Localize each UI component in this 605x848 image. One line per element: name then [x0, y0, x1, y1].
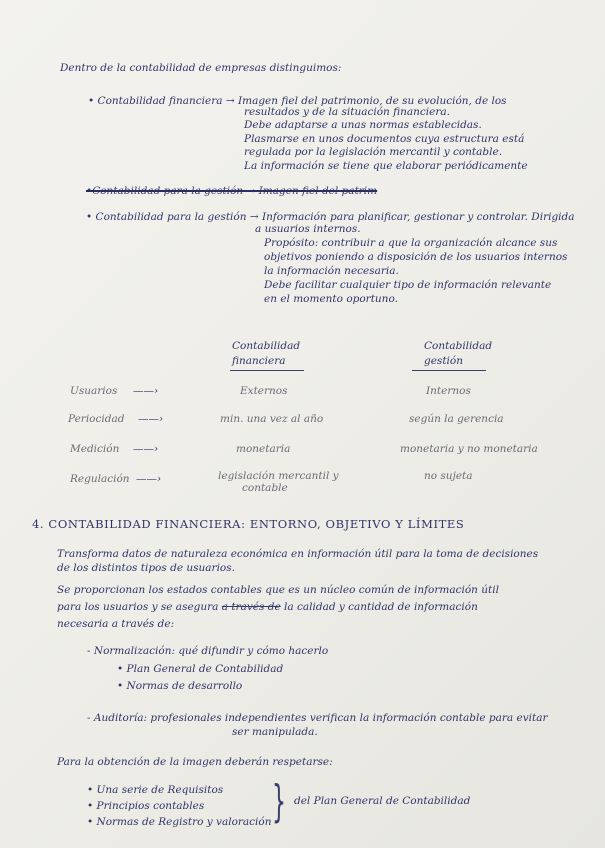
pgc-item: • Plan General de Contabilidad: [117, 663, 284, 675]
section-4-p1-line-1: Transforma datos de naturaleza económica en información útil para la toma de decisiones: [57, 548, 539, 560]
brace-text: del Plan General de Contabilidad: [294, 795, 471, 807]
row-arrow-usuarios: ——›: [133, 385, 159, 397]
list-requisitos: • Una serie de Requisitos: [87, 784, 224, 796]
gestion-line-6: Debe facilitar cualquier tipo de información relevante: [264, 279, 552, 291]
row-financiera-periocidad: min. una vez al año: [220, 413, 324, 425]
section-4-p2-line-2-a: para los usuarios y se asegura: [57, 601, 219, 613]
financiera-line-5: regulada por la legislación mercantil y contable.: [244, 146, 503, 158]
col-gestion-title-2: gestión: [424, 355, 463, 367]
financiera-line-2: resultados y de la situación financiera.: [244, 106, 450, 118]
imagen-line: Para la obtención de la imagen deberán respetarse:: [57, 756, 333, 768]
auditoria-line-1: - Auditoría: profesionales independientes verifican la información contable para evitar: [87, 712, 548, 724]
gestion-line-7: en el momento oportuno.: [264, 293, 398, 305]
row-label-medicion: Medición: [70, 443, 120, 455]
section-4-heading: 4. CONTABILIDAD FINANCIERA: ENTORNO, OBJETIVO Y LÍMITES: [32, 517, 465, 531]
col-financiera-title-2: financiera: [232, 355, 286, 367]
gestion-line-1: • Contabilidad para la gestión → Información para planificar, gestionar y controlar. Dirigida: [86, 211, 575, 223]
gestion-line-2: a usuarios internos.: [255, 223, 361, 235]
row-gestion-medicion: monetaria y no monetaria: [400, 443, 538, 455]
row-financiera-regulacion: legislación mercantil y: [218, 470, 339, 482]
row-gestion-periocidad: según la gerencia: [409, 413, 504, 425]
row-gestion-usuarios: Internos: [426, 385, 471, 397]
section-4-p2-line-2: [57, 601, 478, 614]
section-4-p1-line-2: de los distintos tipos de usuarios.: [57, 562, 235, 574]
col-financiera-underline: [230, 370, 304, 371]
row-label-regulacion: Regulación: [70, 473, 130, 485]
section-4-p2-struck: a través de: [221, 601, 281, 613]
financiera-line-6: La información se tiene que elaborar periódicamente: [244, 160, 528, 172]
crossed-out-line: •Contabilidad para la gestión → Imagen fiel del patrim: [86, 185, 378, 197]
financiera-line-4: Plasmarse en unos documentos cuya estructura está: [244, 133, 525, 145]
gestion-line-5: la información necesaria.: [264, 265, 399, 277]
col-gestion-underline: [412, 370, 486, 371]
col-gestion-title-1: Contabilidad: [424, 340, 493, 352]
gestion-line-3: Propósito: contribuir a que la organización alcance sus: [264, 237, 558, 249]
brace-symbol: }: [272, 776, 286, 827]
row-financiera-medicion: monetaria: [236, 443, 291, 455]
list-principios: • Principios contables: [87, 800, 205, 812]
section-4-p2-line-2-b: la calidad y cantidad de información: [284, 601, 478, 613]
col-financiera-title-1: Contabilidad: [232, 340, 301, 352]
row-gestion-regulacion: no sujeta: [424, 470, 473, 482]
row-arrow-regulacion: ——›: [136, 473, 162, 485]
row-financiera-regulacion-2: contable: [242, 482, 288, 494]
normas-desarrollo-item: • Normas de desarrollo: [117, 680, 243, 692]
financiera-line-3: Debe adaptarse a unas normas establecidas.: [244, 119, 482, 131]
section-4-p2-line-3: necesaria a través de:: [57, 618, 175, 630]
row-arrow-medicion: ——›: [133, 443, 159, 455]
row-label-usuarios: Usuarios: [70, 385, 118, 397]
normalizacion-line: - Normalización: qué difundir y cómo hacerlo: [87, 645, 329, 657]
row-label-periocidad: Periocidad: [68, 413, 125, 425]
row-financiera-usuarios: Externos: [240, 385, 288, 397]
intro-text: Dentro de la contabilidad de empresas distinguimos:: [60, 62, 342, 74]
gestion-line-4: objetivos poniendo a disposición de los usuarios internos: [264, 251, 568, 263]
auditoria-line-2: ser manipulada.: [232, 726, 318, 738]
list-normas-registro: • Normas de Registro y valoración: [87, 816, 272, 828]
row-arrow-periocidad: ——›: [138, 413, 164, 425]
financiera-line-1: • Contabilidad financiera → Imagen fiel del patrimonio, de su evolución, de los: [88, 95, 507, 107]
section-4-p2-line-1: Se proporcionan los estados contables que es un núcleo común de información útil: [57, 584, 499, 596]
